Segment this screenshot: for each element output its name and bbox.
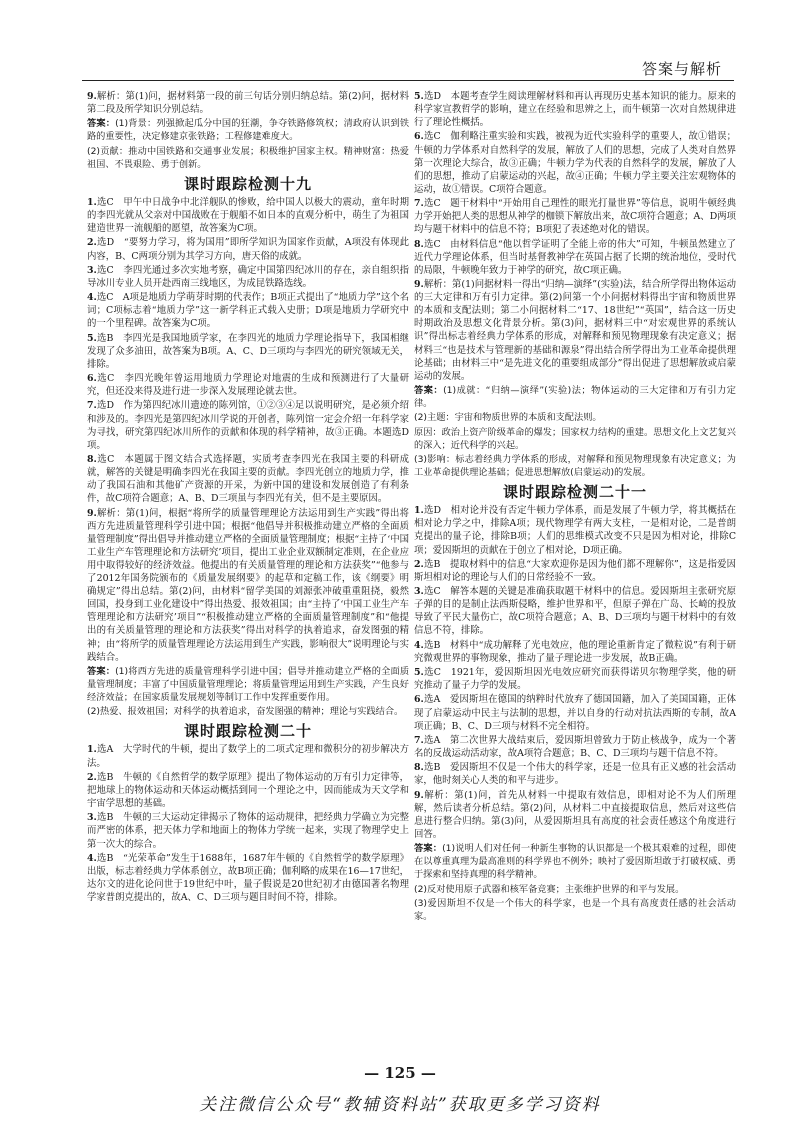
item-text: 选C 伽利略注重实验和实践，被视为近代实验科学的重要人，故①错误；牛顿的力学体系对自然科学的发展，解放了人们的思想，完成了人类对自然界第一次理论大综合，故③正确；牛顿力学为代表的自然科学的发展，解放了人们的思想，推动了启蒙运动的兴起，故④正确；牛顿力学主要关注宏观物体的运动，故①错误。C项符合题意。 bbox=[414, 131, 736, 195]
item-number: 2. bbox=[87, 771, 97, 783]
answer-block bbox=[87, 145, 409, 171]
item-text: 选C 解答本题的关键是准确获取题干材料中的信息。爱因斯坦主张研究原子弹的目的是制止法西斯侵略，维护世界和平，但原子弹在广岛、长崎的投放导致了平民大量伤亡，故C项符合题意；A、B、D三项均与题干材料中的有效信息不符，排除。 bbox=[414, 586, 736, 637]
item-text: 解析：第(1)问，据材料第一段的前三句话分别归纳总结。第(2)问，据材料第二段及所学知识分别总结。 bbox=[87, 91, 409, 116]
answer-block bbox=[414, 883, 736, 896]
item-number: 6. bbox=[414, 694, 424, 706]
answer-item bbox=[414, 693, 736, 732]
answer-block bbox=[414, 453, 736, 479]
item-text: 解析：第(1)问，首先从材料一中提取有效信息，即相对论不为人们所理解，然后读者分析总结。第(2)问，从材料二中直接提取信息，然后对这些信息进行整合归纳。第(3)问，从爱因斯坦具有高度的社会责任感这个角度进行回答。 bbox=[414, 789, 736, 840]
answer-item bbox=[414, 504, 736, 556]
item-number: 6. bbox=[87, 373, 97, 385]
page-header bbox=[0, 0, 800, 82]
item-text: 选D 作为第四纪冰川遗迹的陈列馆，①②③④足以说明研究，是必须介绍和涉及的。李四光是第四纪冰川学说的开创者，陈列馆一定会介绍一年科学家为寻找，研究第四纪冰川所作的贡献和体现的科学精神，故③正确。本题选D项。 bbox=[87, 400, 409, 451]
item-number: 8. bbox=[87, 454, 97, 466]
item-text: 选C 本题属于图文结合式选择题，实质考查李四光在我国主要的科研成就，解答的关键是明确李四光在我国主要的贡献。李四光创立的地质力学，推动了我国石油和其他矿产资源的开采，为新中国的建设和发展创造了有利条件，故C项符合题意；A、B、D三项虽与李四光有关，但不是主要原因。 bbox=[87, 454, 409, 505]
section-heading: 课时跟踪检测二十一 bbox=[502, 483, 647, 502]
answer-item bbox=[414, 558, 736, 584]
answer-item bbox=[87, 811, 409, 850]
footer-note: 关注微信公众号“教辅资料站”获取更多学习资料 bbox=[199, 1095, 601, 1115]
section-heading: 课时跟踪检测二十 bbox=[183, 722, 312, 741]
item-text: 选C A项是地质力学萌芽时期的代表作；B项正式提出了“地质力学”这个名词；C项标志着“地质力学”这一新学科正式载入史册；D项是地质力学研究中的一个里程碑。故答案为C项。 bbox=[87, 292, 409, 330]
item-number: 7. bbox=[414, 198, 424, 210]
answer-item bbox=[414, 197, 736, 236]
answer-text: (3)爱因斯坦不仅是一个伟大的科学家，也是一个具有高度责任感的社会活动家。 bbox=[414, 898, 736, 923]
item-number: 1. bbox=[414, 505, 424, 517]
item-number: 5. bbox=[414, 667, 424, 679]
item-text: 选B 牛顿的《自然哲学的数学原理》提出了物体运动的万有引力定律等，把地球上的物体运动和天体运动概括到同一个理论之中，因而能成为天文学和宇宙学思想的基础。 bbox=[87, 771, 409, 810]
item-text: 解析：第(1)问据材料一得出“归纳—演绎”(实验)法，结合所学得出物体运动的三大定律和万有引力定律。第(2)问第一个小问据材料得出宇宙和物质世界的本质和支配法则；第二小问据材料二“17、18世纪”“英国”，结合这一历史时期政治及思想文化背景分析。第(3)问，据材料三中“对宏观世界的系统认识”得出标志着经典力学体系的形成，对解释和预见物理现象有决定意义；据材料三“也是技术与管理新的基础和源泉”得出结合所学得出为工业革命提供理论基础；由材料三中“是先进文化的重要组成部分”得出促进了思想解放或启蒙运动的发展。 bbox=[414, 279, 736, 382]
item-number: 4. bbox=[414, 639, 424, 651]
answer-item bbox=[414, 761, 736, 787]
item-number: 9. bbox=[414, 789, 424, 801]
answer-item bbox=[87, 507, 409, 664]
item-number: 7. bbox=[87, 400, 97, 412]
answer-text: (3)影响：标志着经典力学体系的形成，对解释和预见物理现象有决定意义；为工业革命提供理论基础；促进思想解放(启蒙运动)的发展。 bbox=[414, 454, 736, 479]
item-text: 选C 题干材料中“开始用自己理性的眼光打量世界”等信息，说明牛顿经典力学开始把人类的思想从神学的枷锁下解放出来，故C项符合题意；A、D两项均与题干材料中的信息不符；B项犯了表述绝对化的错误。 bbox=[414, 198, 736, 236]
answer-item bbox=[414, 789, 736, 841]
item-number: 5. bbox=[414, 91, 424, 102]
header-rule bbox=[82, 80, 734, 81]
answer-item bbox=[414, 734, 736, 760]
answer-text: (1)背景：列强掀起瓜分中国的狂潮，争夺铁路修筑权；清政府认识到铁路的重要性，决定修建京张铁路；工程修建难度大。 bbox=[87, 118, 410, 143]
item-text: 选C 1921年，爱因斯坦因光电效应研究而获得诺贝尔物理学奖，他的研究推动了量子力学的发展。 bbox=[414, 667, 736, 692]
item-text: 解析：第(1)问，根据“将所学的质量管理理论方法运用到生产实践”得出将西方先进质量管理科学引进中国；根据“他倡导并积极推动建立严格的全面质量管理制度”得出倡导并推动建立严格的全面质量管理制度；根据“主持了‘中国工业生产车管理理论和方法研究’项目，提出工业企业双额制定准则，在企业应用中取得较好的经济效益。他提出的有关质量管理的理论和方法获奖”“他参与了2012年国务院颁布的《质量发展纲要》的起草和定稿工作，该《纲要》明确规定”得出总结。第(2)问，由材料“留学美国的刘源张冲破重重阻挠，毅然回国，投身到工业化建设中”得出热爱、报效祖国；由“主持了‘中国工业生产车管理理论和方法研究’项目”“积极推动建立严格的全面质量管理制度”和“他提出的有关质量管理的理论和方法获奖”得出对科学的执着追求，奋发图强的精神；由“将所学的质量管理理论方法运用到生产实践，影响很大”说明理论与实践结合。 bbox=[87, 507, 409, 663]
answer-label: 答案： bbox=[87, 665, 116, 677]
answer-item bbox=[87, 771, 409, 810]
item-number: 9. bbox=[414, 279, 424, 291]
item-text: 选A 第二次世界大战结束后，爱因斯坦曾致力于防止核战争，成为一个著名的反战运动活动家，故A项符合题意；B、C、D三项均与题干信息不符。 bbox=[414, 734, 736, 760]
answer-block bbox=[414, 897, 736, 923]
right-column bbox=[414, 90, 736, 924]
answer-item bbox=[414, 90, 736, 129]
item-number: 1. bbox=[87, 744, 97, 756]
item-text: 选B 牛顿的三大运动定律揭示了物体的运动规律，把经典力学确立为完整而严密的体系，把天体力学和地面上的物体力学统一起来，实现了物理学史上第一次大的综合。 bbox=[87, 812, 409, 850]
item-text: 选C 李四光晚年曾运用地质力学理论对地震的生成和预测进行了大量研究，但还没来得及进行进一步深入发展理论就去世。 bbox=[87, 373, 409, 398]
item-text: 选C 由材料信息“他以哲学证明了全能上帝的伟大”可知，牛顿虽然建立了近代力学理论体系，但当时基督教神学在英国占据了长期的统治地位，受时代的局限，牛顿晚年致力于神学的研究，故C项正确。 bbox=[414, 238, 736, 276]
answer-item bbox=[414, 639, 736, 665]
answer-item bbox=[414, 130, 736, 195]
answer-text: (1)将西方先进的质量管理科学引进中国；倡导并推动建立严格的全面质量管理制度；丰富了中国质量管理理论；将质量管理运用到生产实践，产生良好经济效益；在国家质量发展规划等制订工作中发挥重要作用。 bbox=[87, 665, 410, 704]
answer-label: 答案： bbox=[87, 118, 116, 130]
item-text: 选B “光荣革命”发生于1688年，1687年牛顿的《自然哲学的数学原理》出版，标志着经典力学体系创立，故B项正确；伽利略的成果在16—17世纪，达尔文的进化论问世于19世纪中叶，量子假说是20世纪初才由德国著名物理学家普朗克提出的，故A、C、D三项与题目时间不符，排除。 bbox=[87, 852, 409, 904]
answer-item bbox=[87, 453, 409, 505]
left-column bbox=[87, 90, 409, 905]
item-text: 选D 相对论并没有否定牛顿力学体系，而是发展了牛顿力学，将其概括在相对论力学之中，排除A项；现代物理学有两大支柱，一是相对论，二是普朗克提出的量子论，排除B项；人们的思维模式改变不只是因为相对论，排除C项；爱因斯坦的贡献在于创立了相对论，D项正确。 bbox=[414, 505, 736, 556]
item-number: 3. bbox=[414, 586, 424, 598]
item-number: 1. bbox=[87, 196, 97, 208]
item-number: 8. bbox=[414, 762, 424, 774]
item-number: 7. bbox=[414, 734, 424, 746]
item-number: 3. bbox=[87, 812, 97, 824]
answer-item bbox=[87, 264, 409, 290]
item-text: 选B 提取材料中的信息“大家欢迎你是因为他们都不理解你”，这是指爱因斯坦相对论的理论与人们的日常经验不一致。 bbox=[414, 558, 736, 583]
item-number: 4. bbox=[87, 852, 97, 864]
answer-item bbox=[87, 90, 409, 116]
answer-block bbox=[87, 117, 409, 143]
answer-item bbox=[87, 236, 409, 262]
answer-item bbox=[414, 585, 736, 637]
page-number: — 125 — bbox=[364, 1064, 436, 1082]
item-text: 选D “要努力学习，将为国用”即所学知识为国家作贡献，A项没有体现此内容，B、C两项分别为其学习方向，唐天俗的成就。 bbox=[87, 237, 409, 262]
answer-label: 答案： bbox=[414, 385, 444, 396]
item-text: 选B 李四光是我国地质学家，在李四光的地质力学理论指导下，我国相继发现了众多油田，故答案为B项。A、C、D三项均与李四光的研究领域无关，排除。 bbox=[87, 332, 409, 370]
answer-text: (2)热爱、报效祖国；对科学的执着追求，奋发图强的精神；理论与实践结合。 bbox=[87, 706, 404, 718]
section-heading: 课时跟踪检测十九 bbox=[183, 174, 312, 193]
answer-block bbox=[87, 665, 409, 704]
item-number: 2. bbox=[87, 237, 97, 249]
header-title: 答案与解析 bbox=[641, 60, 722, 78]
answer-text: (2)反对使用原子武器和核军备竞赛；主张维护世界的和平与发展。 bbox=[414, 883, 685, 895]
answer-text: 原因：政治上资产阶级革命的爆发；国家权力结构的重建。思想文化上文艺复兴的深入；近代科学的兴起。 bbox=[414, 426, 736, 451]
item-text: 选B 材料中“成功解释了光电效应，他的理论重新肯定了微粒说”有利于研究微观世界的事物现象，推动了量子理论进一步发展，故B正确。 bbox=[414, 639, 736, 664]
item-text: 选C 李四光通过多次实地考察，确定中国第四纪冰川的存在，亲自组织指导冰川专业人员开赴西南三线地区，为成昆铁路选线。 bbox=[87, 264, 409, 289]
item-number: 5. bbox=[87, 332, 97, 344]
item-text: 选C 甲午中日战争中北洋舰队的惨败，给中国人以极大的震动，童年时期的李四光就从父亲对中国战败在于舰船不如日本的直观分析中，萌生了为祖国建造世界一流舰船的愿望，故答案为C项。 bbox=[87, 196, 409, 235]
answer-text: (1)成就：“归纳—演绎”(实验)法；物体运动的三大定律和万有引力定律。 bbox=[414, 385, 736, 410]
answer-item bbox=[87, 291, 409, 330]
answer-text: (2)贡献：推动中国铁路和交通事业发展；积极维护国家主权。精神财富：热爱祖国、不畏艰险、勇于创新。 bbox=[87, 145, 409, 170]
item-number: 4. bbox=[87, 292, 97, 304]
answer-text: (2)主题：宇宙和物质世界的本质和支配法则。 bbox=[414, 412, 602, 424]
item-text: 选A 爱因斯坦在德国的纳粹时代放弃了德国国籍，加入了美国国籍，正体现了启蒙运动中民主与法制的思想，并以自身的行动对抗法西斯的专制，故A项正确；B、C、D三项与材料不完全相符。 bbox=[414, 694, 736, 732]
item-text: 选D 本题考查学生阅读理解材料和再认再现历史基本知识的能力。原来的科学家宣教哲学的影响，建立在经验和思辨之上，而牛顿第一次对自然规律进行了理论性概括。 bbox=[414, 91, 736, 129]
answer-item bbox=[87, 852, 409, 904]
answer-item bbox=[87, 743, 409, 769]
answer-label: 答案： bbox=[414, 843, 443, 855]
item-number: 8. bbox=[414, 238, 424, 250]
item-text: 选B 爱因斯坦不仅是一个伟大的科学家，还是一位具有正义感的社会活动家，他时刻关心人类的和平与进步。 bbox=[414, 762, 736, 787]
item-number: 9. bbox=[87, 91, 97, 102]
answer-block bbox=[414, 842, 736, 881]
answer-item bbox=[87, 399, 409, 451]
answer-block bbox=[414, 426, 736, 452]
item-number: 9. bbox=[87, 507, 97, 519]
answer-item bbox=[87, 196, 409, 235]
answer-block bbox=[414, 384, 736, 410]
item-number: 2. bbox=[414, 558, 424, 570]
item-text: 选A 大学时代的牛顿，提出了数学上的二项式定理和微积分的初步解决方法。 bbox=[87, 744, 409, 769]
answer-item bbox=[87, 332, 409, 371]
answer-item bbox=[87, 372, 409, 398]
answer-text: (1)说明人们对任何一种新生事物的认识都是一个极其艰难的过程，即使在以尊重真理为最高准则的科学界也不例外；映衬了爱因斯坦敢于打破权威、勇于探索和坚持真理的科学精神。 bbox=[414, 843, 737, 881]
item-number: 3. bbox=[87, 264, 97, 276]
answer-block bbox=[414, 411, 736, 424]
item-number: 6. bbox=[414, 131, 424, 143]
answer-item bbox=[414, 278, 736, 383]
answer-item bbox=[414, 666, 736, 692]
answer-item bbox=[414, 238, 736, 277]
answer-block bbox=[87, 705, 409, 718]
